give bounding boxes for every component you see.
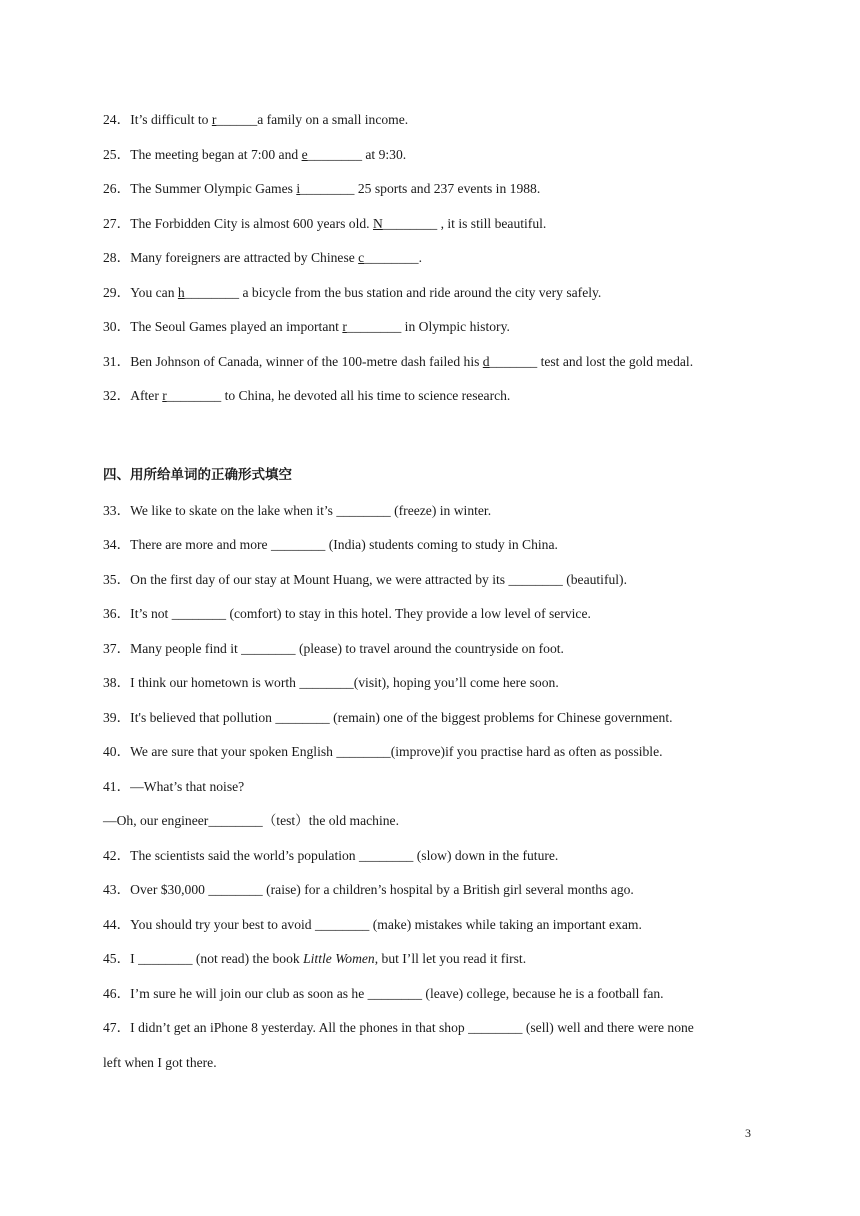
question-35: 35．On the first day of our stay at Mount Huang, we were attracted by its ________ (beautiful). — [103, 572, 627, 587]
question-25: 25．The meeting began at 7:00 and e________ at 9:30. — [103, 147, 407, 162]
question-46: 46．I’m sure he will join our club as soon as he ________ (leave) college, because he is a football fan. — [103, 986, 664, 1001]
question-33: 33．We like to skate on the lake when it’s ________ (freeze) in winter. — [103, 503, 492, 518]
question-28: 28．Many foreigners are attracted by Chinese c________. — [103, 250, 422, 265]
question-26: 26．The Summer Olympic Games i________ 25 sports and 237 events in 1988. — [103, 181, 541, 196]
question-37: 37．Many people find it ________ (please) to travel around the countryside on foot. — [103, 641, 564, 656]
question-32: 32．After r________ to China, he devoted all his time to science research. — [103, 388, 511, 403]
question-43: 43．Over $30,000 ________ (raise) for a children’s hospital by a British girl several months ago. — [103, 882, 634, 897]
question-42: 42．The scientists said the world’s population ________ (slow) down in the future. — [103, 848, 559, 863]
question-41: 41．—What’s that noise? — [103, 779, 245, 794]
question-38: 38．I think our hometown is worth ________(visit), hoping you’ll come here soon. — [103, 675, 559, 690]
question-40: 40．We are sure that your spoken English ________(improve)if you practise hard as often as possible. — [103, 744, 663, 759]
question-44: 44．You should try your best to avoid ________ (make) mistakes while taking an important exam. — [103, 917, 642, 932]
question-29: 29．You can h________ a bicycle from the bus station and ride around the city very safely. — [103, 285, 602, 300]
question-47-continued: left when I got there. — [103, 1055, 217, 1070]
question-41-reply: —Oh, our engineer________（test）the old machine. — [103, 813, 399, 828]
question-31: 31．Ben Johnson of Canada, winner of the 100-metre dash failed his d_______ test and lost the gold medal. — [103, 354, 694, 369]
question-30: 30．The Seoul Games played an important r________ in Olympic history. — [103, 319, 510, 334]
question-47: 47．I didn’t get an iPhone 8 yesterday. All the phones in that shop ________ (sell) well and there were none — [103, 1020, 694, 1035]
question-39: 39．It's believed that pollution ________ (remain) one of the biggest problems for Chinese government. — [103, 710, 673, 725]
question-34: 34．There are more and more ________ (India) students coming to study in China. — [103, 537, 558, 552]
question-24: 24．It’s difficult to r______a family on a small income. — [103, 112, 409, 127]
question-36: 36．It’s not ________ (comfort) to stay in this hotel. They provide a low level of service. — [103, 606, 591, 621]
question-27: 27．The Forbidden City is almost 600 years old. N________ , it is still beautiful. — [103, 216, 547, 231]
section-heading: 四、用所给单词的正确形式填空 — [103, 467, 292, 483]
question-45: 45．I ________ (not read) the book Little Women, but I’ll let you read it first. — [103, 951, 527, 966]
page-number: 3 — [745, 1126, 751, 1140]
